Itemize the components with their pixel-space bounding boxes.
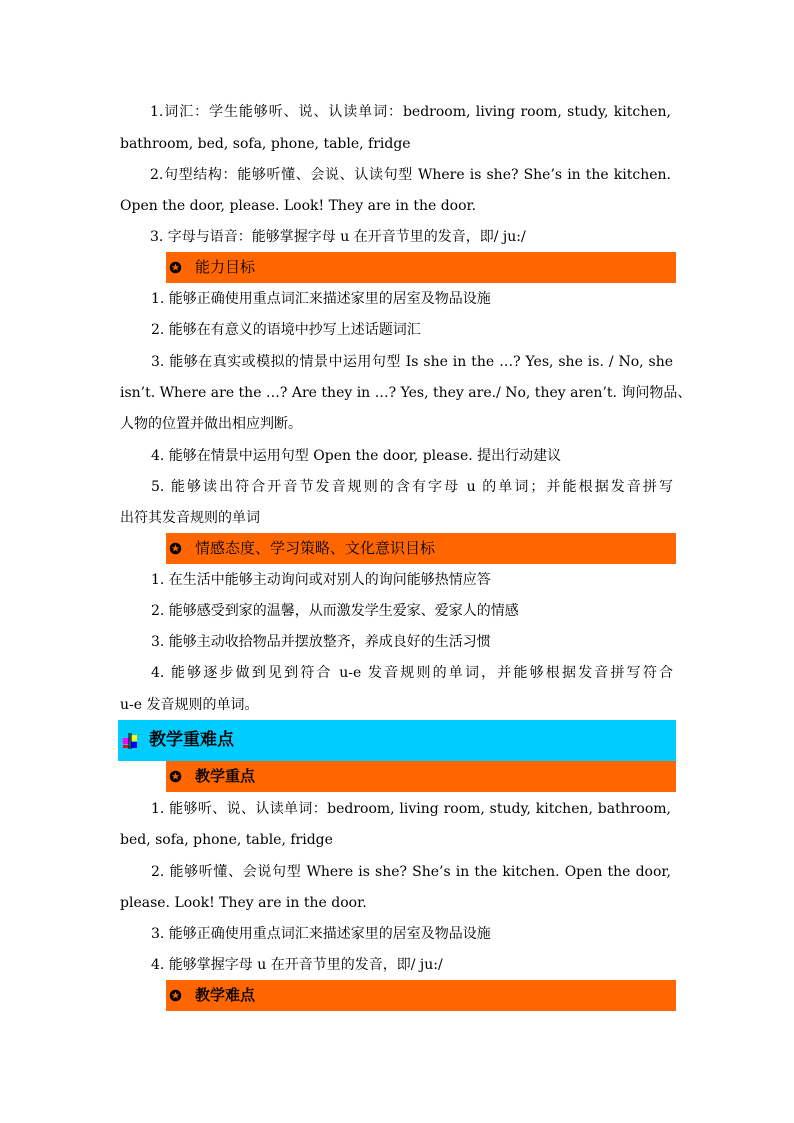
key-item-4: 4. 能够掌握字母 u 在开音节里的发音，即/ ju:/ bbox=[151, 957, 443, 973]
emotion-goals-title: 情感态度、学习策略、文化意识目标 bbox=[195, 539, 436, 557]
key-item-2-line-2: please. Look! They are in the door. bbox=[120, 895, 367, 911]
emotion-goals-heading bbox=[166, 533, 676, 564]
star-bullet-icon bbox=[169, 261, 182, 274]
key-item-1-line-2: bed, sofa, phone, table, fridge bbox=[120, 832, 333, 848]
knowledge-item-2-line-2: Open the door, please. Look! They are in the door. bbox=[120, 198, 477, 214]
knowledge-item-1-line-1: 1.词汇：学生能够听、说、认读单词：bedroom, living room, study, kitchen, bbox=[150, 104, 671, 120]
difficult-points-heading bbox=[166, 980, 676, 1011]
key-item-3: 3. 能够正确使用重点词汇来描述家里的居室及物品设施 bbox=[151, 926, 491, 942]
knowledge-item-2-line-1: 2.句型结构：能够听懂、会说、认读句型 Where is she? She’s in the kitchen. bbox=[150, 167, 671, 183]
key-points-title: 教学重点 bbox=[195, 767, 256, 785]
difficult-points-title: 教学难点 bbox=[195, 986, 256, 1004]
ability-item-5-line-1: 5. 能够读出符合开音节发音规则的含有字母 u 的单词；并能根据发音拼写 bbox=[151, 479, 673, 495]
key-item-2-line-1: 2. 能够听懂、会说句型 Where is she? She’s in the kitchen. Open the door, bbox=[151, 864, 671, 880]
emotion-item-3: 3. 能够主动收拾物品并摆放整齐，养成良好的生活习惯 bbox=[151, 634, 491, 650]
ability-item-3-line-2: isn’t. Where are the …? Are they in …? Yes, they are./ No, they aren’t. 询问物品、 bbox=[120, 385, 692, 401]
key-points-heading bbox=[166, 761, 676, 792]
ability-item-1: 1. 能够正确使用重点词汇来描述家里的居室及物品设施 bbox=[151, 291, 491, 307]
emotion-item-4-line-1: 4. 能够逐步做到见到符合 u-e 发音规则的单词，并能够根据发音拼写符合 bbox=[151, 665, 673, 681]
emotion-item-1: 1. 在生活中能够主动询问或对别人的询问能够热情应答 bbox=[151, 572, 491, 588]
key-item-1-line-1: 1. 能够听、说、认读单词：bedroom, living room, study, kitchen, bathroom, bbox=[151, 801, 671, 817]
knowledge-item-3: 3. 字母与语音：能够掌握字母 u 在开音节里的发音，即/ ju:/ bbox=[150, 229, 526, 245]
ability-item-4: 4. 能够在情景中运用句型 Open the door, please. 提出行动建议 bbox=[151, 448, 562, 464]
knowledge-item-1-line-2: bathroom, bed, sofa, phone, table, fridge bbox=[120, 136, 411, 152]
ability-item-5-line-2: 出符其发音规则的单词 bbox=[120, 510, 260, 526]
ability-item-2: 2. 能够在有意义的语境中抄写上述话题词汇 bbox=[151, 322, 421, 338]
ability-item-3-line-3: 人物的位置并做出相应判断。 bbox=[120, 416, 302, 432]
ability-item-3-line-1: 3. 能够在真实或模拟的情景中运用句型 Is she in the …? Yes, she is. / No, she bbox=[151, 354, 673, 370]
ability-goals-title: 能力目标 bbox=[195, 258, 256, 276]
section-title: 教学重难点 bbox=[149, 730, 234, 750]
key-difficult-section-heading bbox=[118, 720, 676, 761]
star-bullet-icon bbox=[169, 770, 182, 783]
ability-goals-heading bbox=[166, 252, 676, 283]
star-bullet-icon bbox=[169, 542, 182, 555]
section-bullet-icon bbox=[122, 733, 138, 749]
star-bullet-icon bbox=[169, 989, 182, 1002]
emotion-item-2: 2. 能够感受到家的温馨，从而激发学生爱家、爱家人的情感 bbox=[151, 603, 519, 619]
emotion-item-4-line-2: u-e 发音规则的单词。 bbox=[120, 697, 259, 713]
